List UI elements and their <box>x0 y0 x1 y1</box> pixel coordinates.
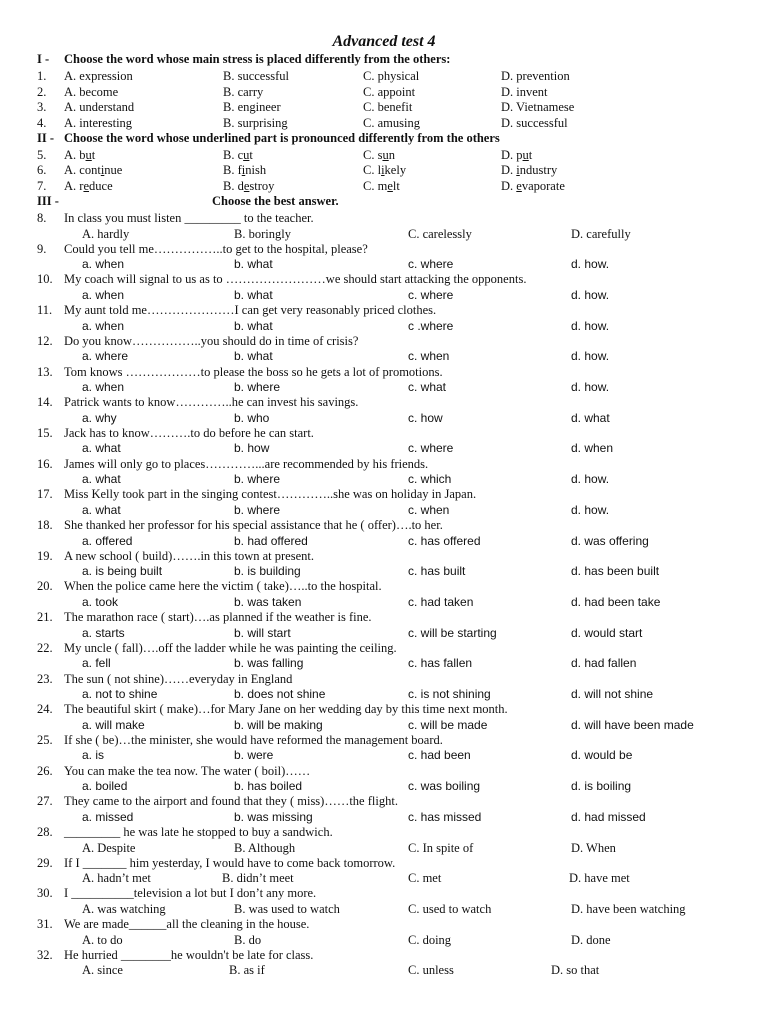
question-number: 30. <box>37 886 53 901</box>
question-row <box>37 640 762 656</box>
answer-option-a: a. starts <box>82 625 125 640</box>
question-row <box>37 732 762 748</box>
answer-option-a: A. was watching <box>82 901 166 916</box>
answer-option-c: c. where <box>408 257 454 272</box>
answer-options <box>37 778 762 794</box>
question-row <box>37 115 762 131</box>
question-number: 19. <box>37 548 53 563</box>
answer-option-a: a. fell <box>82 656 111 671</box>
answer-options <box>37 226 762 242</box>
section-heading-2 <box>37 131 500 146</box>
question-row <box>37 210 762 226</box>
answer-option-c: C. appoint <box>363 84 416 99</box>
answer-option-b: b. what <box>234 257 273 272</box>
answer-option-a: A. expression <box>64 69 133 83</box>
answer-option-d: D. industry <box>501 163 558 178</box>
answer-option-d: D. carefully <box>571 226 631 241</box>
answer-option-c: c. will be made <box>408 717 488 732</box>
section-number: III - <box>37 194 59 208</box>
answer-option-d: D. prevention <box>501 69 570 83</box>
question-row <box>37 425 762 441</box>
answer-option-c: c. was boiling <box>408 779 481 794</box>
answer-option-b: B. destroy <box>223 178 275 193</box>
question-stem: My coach will signal to us as to ……………………we should start attacking the opponents. <box>64 272 527 287</box>
question-stem: Tom knows ………………to please the boss so he gets a lot of promotions. <box>64 364 443 379</box>
answer-option-a: A. interesting <box>64 115 133 130</box>
answer-options <box>37 655 762 671</box>
answer-option-a: A. to do <box>82 932 123 947</box>
section-heading-3 <box>37 194 339 209</box>
answer-option-b: b. were <box>234 748 274 763</box>
answer-option-d: d. had been take <box>571 594 661 609</box>
question-row <box>37 147 762 163</box>
answer-option-c: C. used to watch <box>408 901 492 916</box>
underlined-letter: e <box>516 178 522 193</box>
answer-option-c: C. met <box>408 871 442 886</box>
answer-option-a: A. continue <box>64 163 123 178</box>
question-number: 16. <box>37 456 53 471</box>
question-row <box>37 456 762 472</box>
answer-option-a: a. took <box>82 594 119 609</box>
answer-option-d: d. had fallen <box>571 656 637 671</box>
answer-option-c: c. where <box>408 441 454 456</box>
answer-option-b: B. finish <box>223 163 267 178</box>
question-number: 27. <box>37 794 53 809</box>
answer-option-b: B. Although <box>234 840 296 855</box>
answer-options <box>37 440 762 456</box>
answer-option-c: c. how <box>408 410 443 425</box>
question-number: 31. <box>37 917 53 932</box>
answer-option-a: A. Despite <box>82 840 136 855</box>
answer-option-c: C. melt <box>363 178 400 193</box>
answer-option-c: c. has offered <box>408 533 481 548</box>
section-number: I - <box>37 52 50 66</box>
question-number: 12. <box>37 333 53 348</box>
answer-option-d: d. how. <box>571 472 610 487</box>
question-number: 17. <box>37 487 53 502</box>
answer-option-c: c. had taken <box>408 594 474 609</box>
answer-option-d: D. have been watching <box>571 901 686 916</box>
question-number: 21. <box>37 610 53 625</box>
question-stem: The sun ( not shine)……everyday in England <box>64 671 293 686</box>
underlined-letter: i <box>381 163 385 178</box>
question-number: 32. <box>37 947 53 962</box>
question-number: 18. <box>37 518 53 532</box>
answer-options <box>37 809 762 825</box>
answer-option-d: d. would start <box>571 625 643 640</box>
answer-option-c: C. In spite of <box>408 840 474 855</box>
answer-option-d: D. done <box>571 932 611 947</box>
answer-option-b: b. what <box>234 349 273 364</box>
answer-option-a: a. what <box>82 441 121 456</box>
answer-option-a: a. why <box>82 410 117 425</box>
answer-option-b: B. didn’t meet <box>222 871 294 886</box>
answer-option-c: c. has built <box>408 564 466 579</box>
question-row <box>37 885 762 901</box>
answer-option-b: b. was taken <box>234 594 302 609</box>
question-number: 24. <box>37 702 53 717</box>
answer-options <box>37 563 762 579</box>
answer-option-b: b. was missing <box>234 809 313 824</box>
question-number: 13. <box>37 364 53 379</box>
underlined-letter: u <box>382 148 389 162</box>
answer-option-c: c. where <box>408 287 454 302</box>
question-stem: My aunt told me…………………I can get very reasonably priced clothes. <box>64 303 437 318</box>
question-row <box>37 517 762 533</box>
question-stem: James will only go to places…………...are recommended by his friends. <box>64 456 429 471</box>
answer-option-d: d. how. <box>571 380 610 394</box>
answer-options <box>37 962 762 978</box>
question-row <box>37 824 762 840</box>
answer-option-d: D. put <box>501 148 533 162</box>
page-title: Advanced test 4 <box>332 33 436 50</box>
answer-option-c: c. will be starting <box>408 625 497 640</box>
question-row <box>37 333 762 349</box>
answer-options <box>37 870 762 886</box>
answer-option-c: c. has fallen <box>408 656 473 671</box>
answer-option-c: c. is not shining <box>408 687 491 701</box>
answer-options <box>37 747 762 763</box>
answer-options <box>37 901 762 917</box>
answer-option-d: D. have met <box>569 871 630 886</box>
answer-option-d: d. how. <box>571 349 610 364</box>
question-number: 15. <box>37 425 53 440</box>
answer-option-c: c. has missed <box>408 809 482 824</box>
answer-option-b: b. what <box>234 318 273 333</box>
question-row <box>37 793 762 809</box>
answer-options <box>37 379 762 395</box>
question-row <box>37 364 762 380</box>
answer-option-a: a. what <box>82 502 121 517</box>
answer-options <box>37 533 762 549</box>
underlined-letter: e <box>243 178 250 193</box>
question-stem: Miss Kelly took part in the singing contest…………..she was on holiday in Japan. <box>64 487 477 502</box>
question-row <box>37 763 762 779</box>
answer-option-d: d. what <box>571 410 610 425</box>
answer-option-d: d. when <box>571 441 614 456</box>
underlined-letter: i <box>100 163 105 178</box>
question-number: 11. <box>37 303 53 318</box>
answer-option-d: d. how. <box>571 318 610 333</box>
question-stem: Could you tell me……………..to get to the hospital, please? <box>64 241 368 256</box>
question-row <box>37 68 762 84</box>
answer-option-b: b. where <box>234 380 281 394</box>
question-row <box>37 394 762 410</box>
answer-option-b: B. successful <box>223 69 289 83</box>
question-stem: In class you must listen _________ to the teacher. <box>64 211 314 225</box>
answer-option-d: d. how. <box>571 287 610 302</box>
question-row <box>37 609 762 625</box>
question-stem: _________ he was late he stopped to buy a sandwich. <box>64 825 333 839</box>
answer-options <box>37 686 762 702</box>
question-stem: They came to the airport and found that they ( miss)……the flight. <box>64 794 398 809</box>
question-stem: My uncle ( fall)….off the ladder while he was painting the ceiling. <box>64 640 397 655</box>
answer-option-c: c. when <box>408 502 450 517</box>
question-stem: The beautiful skirt ( make)…for Mary Jane on her wedding day by this time next month. <box>64 702 508 717</box>
answer-options <box>37 318 762 334</box>
answer-options <box>37 348 762 364</box>
answer-option-c: C. carelessly <box>408 226 472 241</box>
answer-option-a: a. is <box>82 748 105 763</box>
answer-options <box>37 502 762 518</box>
answer-option-b: b. does not shine <box>234 687 326 701</box>
answer-option-a: a. when <box>82 287 125 302</box>
answer-options <box>37 256 762 272</box>
question-row <box>37 578 762 594</box>
answer-option-b: b. what <box>234 287 273 302</box>
answer-option-b: B. surprising <box>223 115 288 130</box>
question-number: 22. <box>37 640 53 655</box>
question-stem: Patrick wants to know…………..he can invest his savings. <box>64 395 359 410</box>
answer-option-c: C. benefit <box>363 100 413 115</box>
question-stem: Do you know……………..you should do in time of crisis? <box>64 333 359 348</box>
answer-option-d: d. is boiling <box>571 779 632 794</box>
answer-option-a: a. boiled <box>82 779 128 794</box>
answer-option-c: C. physical <box>363 69 420 83</box>
answer-option-b: b. where <box>234 502 281 517</box>
question-number: 29. <box>37 855 53 870</box>
answer-option-a: a. is being built <box>82 564 163 579</box>
answer-option-b: b. had offered <box>234 533 308 548</box>
question-number: 1. <box>37 69 47 83</box>
question-number: 9. <box>37 241 47 256</box>
question-stem: The marathon race ( start)….as planned if the weather is fine. <box>64 610 372 625</box>
answer-option-b: b. was falling <box>234 656 304 671</box>
answer-option-c: C. unless <box>408 963 454 978</box>
underlined-letter: i <box>241 163 246 178</box>
section-instruction: Choose the best answer. <box>212 194 339 208</box>
answer-option-a: a. where <box>82 349 129 364</box>
answer-option-c: C. amusing <box>363 115 420 130</box>
question-number: 3. <box>37 100 47 115</box>
answer-option-a: A. but <box>64 148 96 162</box>
answer-option-c: c. had been <box>408 748 471 763</box>
question-number: 20. <box>37 579 53 594</box>
question-stem: A new school ( build)…….in this town at present. <box>64 548 314 563</box>
underlined-letter: u <box>243 148 250 162</box>
question-stem: We are made______all the cleaning in the house. <box>64 917 310 932</box>
question-number: 5. <box>37 148 47 162</box>
question-number: 7. <box>37 178 47 193</box>
answer-option-d: D. invent <box>501 84 548 99</box>
question-row <box>37 84 762 100</box>
question-number: 14. <box>37 395 53 410</box>
question-row <box>37 99 762 115</box>
question-number: 10. <box>37 272 53 287</box>
question-row <box>37 486 762 502</box>
question-row <box>37 302 762 318</box>
answer-option-a: a. when <box>82 318 125 333</box>
question-number: 4. <box>37 115 47 130</box>
underlined-letter: e <box>387 178 393 193</box>
answer-option-d: d. how. <box>571 502 610 517</box>
answer-option-a: a. when <box>82 257 125 272</box>
answer-options <box>37 471 762 487</box>
answer-options <box>37 840 762 856</box>
question-row <box>37 178 762 194</box>
answer-option-b: b. will be making <box>234 717 323 732</box>
answer-option-c: c. when <box>408 349 450 364</box>
answer-option-d: D. so that <box>551 963 600 978</box>
question-number: 8. <box>37 211 47 225</box>
answer-option-d: d. was offering <box>571 533 649 548</box>
answer-option-a: a. what <box>82 472 121 487</box>
answer-option-b: b. will start <box>234 625 291 640</box>
question-row <box>37 162 762 178</box>
section-instruction: Choose the word whose main stress is placed differently from the others: <box>64 52 451 66</box>
question-stem: I __________television a lot but I don’t any more. <box>64 886 317 901</box>
answer-option-b: B. carry <box>223 84 264 99</box>
answer-option-a: A. reduce <box>64 178 113 193</box>
question-number: 28. <box>37 825 53 839</box>
answer-option-b: B. engineer <box>223 100 281 115</box>
underlined-letter: i <box>516 163 520 178</box>
answer-option-a: A. understand <box>64 100 135 115</box>
question-stem: If she ( be)…the minister, she would have reformed the management board. <box>64 732 443 747</box>
answer-option-d: D. evaporate <box>501 178 565 193</box>
answer-option-d: d. has been built <box>571 564 660 579</box>
question-stem: You can make the tea now. The water ( boil)…… <box>64 763 311 778</box>
question-number: 23. <box>37 671 53 686</box>
answer-option-a: a. not to shine <box>82 687 158 701</box>
answer-option-c: c .where <box>408 318 454 333</box>
answer-option-b: b. has boiled <box>234 779 303 794</box>
answer-option-a: a. will make <box>82 717 145 732</box>
answer-options <box>37 287 762 303</box>
question-number: 26. <box>37 763 53 778</box>
question-row <box>37 241 762 257</box>
question-row <box>37 947 762 963</box>
question-stem: If I _______ him yesterday, I would have to come back tomorrow. <box>64 855 396 870</box>
answer-option-b: B. was used to watch <box>234 901 340 916</box>
question-number: 2. <box>37 84 47 99</box>
answer-option-d: d. had missed <box>571 809 646 824</box>
underlined-letter: u <box>85 148 92 162</box>
question-number: 6. <box>37 163 47 178</box>
question-row <box>37 271 762 287</box>
answer-option-c: C. likely <box>363 163 407 178</box>
answer-option-d: d. will have been made <box>571 717 694 732</box>
answer-option-b: b. how <box>234 441 270 456</box>
answer-option-a: A. since <box>82 963 123 978</box>
answer-option-d: d. would be <box>571 748 633 763</box>
answer-option-d: d. will not shine <box>571 687 654 701</box>
answer-option-a: A. hadn’t met <box>82 871 151 886</box>
underlined-letter: u <box>522 148 529 162</box>
question-stem: He hurried ________he wouldn't be late for class. <box>64 947 314 962</box>
section-heading-1 <box>37 52 450 67</box>
answer-option-a: A. hardly <box>82 226 130 241</box>
answer-option-c: C. sun <box>363 148 395 162</box>
answer-option-a: a. missed <box>82 809 134 824</box>
answer-option-c: c. what <box>408 380 447 394</box>
answer-option-b: b. is building <box>234 564 301 579</box>
question-stem: When the police came here the victim ( take)…..to the hospital. <box>64 579 382 594</box>
answer-options <box>37 717 762 733</box>
answer-option-a: A. become <box>64 84 119 99</box>
answer-option-b: B. as if <box>229 963 265 978</box>
question-number: 25. <box>37 732 53 747</box>
answer-options <box>37 625 762 641</box>
answer-option-c: C. doing <box>408 932 452 947</box>
answer-option-b: b. where <box>234 472 281 487</box>
question-row <box>37 855 762 871</box>
answer-option-b: B. cut <box>223 148 253 162</box>
answer-options <box>37 594 762 610</box>
answer-option-b: b. who <box>234 410 270 425</box>
answer-options <box>37 932 762 948</box>
question-row <box>37 671 762 687</box>
question-row <box>37 916 762 932</box>
answer-option-a: a. offered <box>82 533 133 548</box>
question-row <box>37 701 762 717</box>
answer-option-c: c. which <box>408 472 452 487</box>
answer-option-d: d. how. <box>571 257 610 272</box>
answer-options <box>37 410 762 426</box>
section-instruction: Choose the word whose underlined part is pronounced differently from the others <box>64 131 500 145</box>
answer-option-b: B. do <box>234 932 262 947</box>
answer-option-d: D. Vietnamese <box>501 100 575 115</box>
answer-option-a: a. when <box>82 380 125 394</box>
underlined-letter: e <box>83 178 90 193</box>
answer-option-d: D. successful <box>501 115 568 130</box>
question-stem: Jack has to know……….to do before he can start. <box>64 425 314 440</box>
question-row <box>37 548 762 564</box>
answer-option-d: D. When <box>571 840 616 855</box>
answer-option-b: B. boringly <box>234 226 291 241</box>
question-stem: She thanked her professor for his special assistance that he ( offer)….to her. <box>64 518 443 532</box>
section-number: II - <box>37 131 55 145</box>
